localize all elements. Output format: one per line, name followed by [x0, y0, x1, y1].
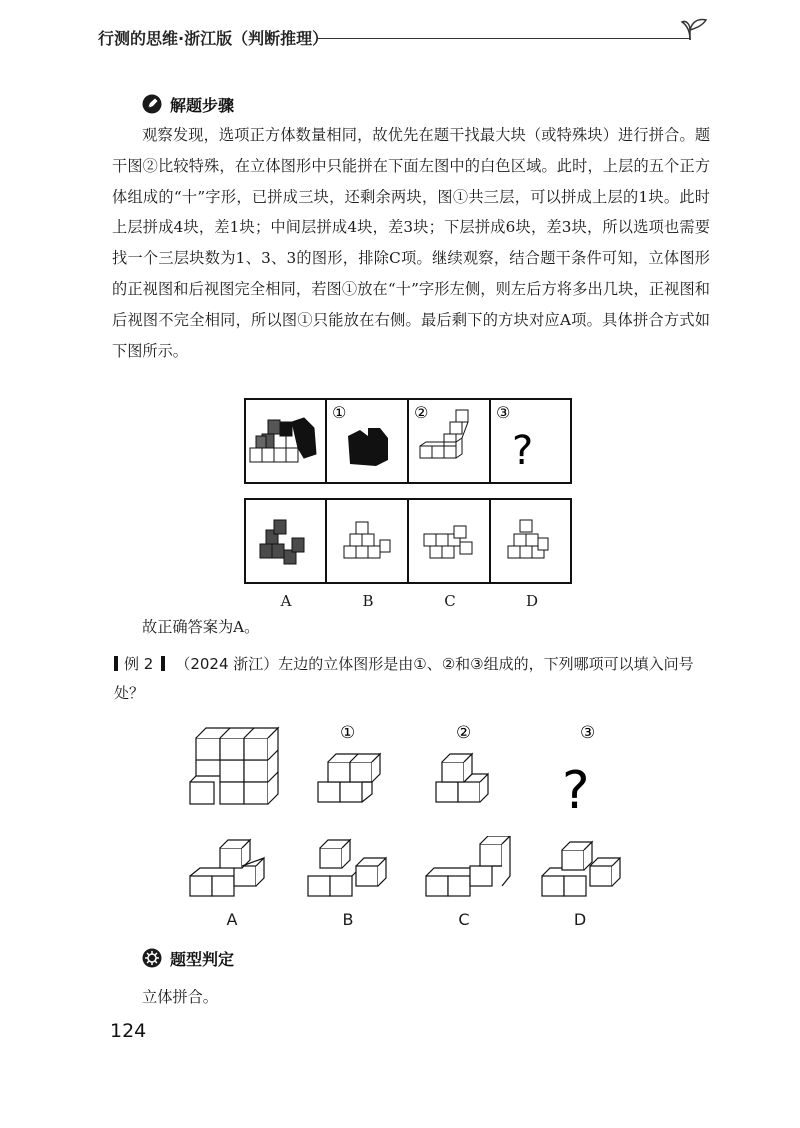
option-label-c: C — [444, 592, 456, 610]
option-label-d: D — [525, 592, 539, 610]
figure-label-1: ① — [332, 403, 347, 422]
answer-text: 故正确答案为A。 — [142, 618, 260, 636]
question-type-text: 立体拼合。 — [142, 988, 218, 1006]
sprout-icon — [676, 14, 710, 42]
solution-paragraph — [112, 120, 710, 366]
figure-label-2: ② — [414, 403, 429, 422]
part-1-solid — [318, 754, 380, 802]
example-composed-solid — [190, 728, 278, 804]
pencil-badge-icon — [142, 94, 162, 114]
solution-steps-heading — [142, 92, 234, 116]
question-type-heading-text: 题型判定 — [170, 949, 235, 969]
option-label-b: B — [362, 592, 374, 610]
header-rule — [318, 38, 690, 39]
gear-badge-icon — [142, 948, 162, 968]
example-2-question — [114, 650, 714, 708]
question-type-content — [142, 982, 542, 1013]
ex2-option-b-solid — [308, 840, 386, 896]
ex2-option-a-solid — [190, 840, 264, 896]
ex2-option-d-solid — [542, 842, 620, 896]
example-2-options-row — [180, 836, 640, 906]
option-label-a: A — [280, 592, 292, 610]
solution-figure-options-row — [244, 498, 572, 584]
part-label-2: ② — [456, 723, 472, 743]
page-header — [0, 0, 800, 60]
example-2-figure-top — [180, 720, 640, 820]
question-type-heading — [142, 946, 234, 970]
answer-line — [112, 612, 710, 643]
ex2-option-c-solid — [426, 836, 510, 896]
ex2-option-label-c: C — [458, 910, 470, 929]
solution-text: 观察发现，选项正方体数量相同，故优先在题干找最大块（或特殊块）进行拼合。题干图②比较特殊，在立体图形中只能拼在下面左图中的白色区域。此时，上层的五个正方体组成的“十”字形，已拼成三块，还剩余两块，图①共三层，可以拼成上层的1块。此时上层拼成4块，差1块；中间层拼成4块，差3块；下层拼成6块，差3块，所以选项也需要找一个三层块数为1、3、3的图形，排除C项。继续观察，结合题干条件可知，立体图形的正视图和后视图完全相同，若图①放在“十”字形左侧，则左后方将多出几块，正视图和后视图不完全相同，所以图①只能放在右侧。最后剩下的方块对应A项。具体拼合方式如下图所示。 — [112, 126, 710, 360]
ex2-option-label-a: A — [226, 910, 238, 929]
ex2-option-label-b: B — [342, 910, 354, 929]
ex2-option-label-d: D — [573, 910, 587, 929]
solution-figure-top-row — [244, 398, 572, 484]
page-number: 124 — [110, 1020, 147, 1042]
part-2-solid — [436, 754, 488, 802]
part-label-3: ③ — [580, 723, 596, 743]
running-title: 行测的思维·浙江版（判断推理） — [98, 29, 329, 48]
piece-1-black — [348, 428, 388, 466]
part-label-1: ① — [340, 723, 356, 743]
example-label: 例 2 — [124, 655, 154, 673]
question-mark: ? — [512, 428, 534, 474]
example-question-mark: ? — [562, 761, 590, 820]
figure-label-3: ③ — [496, 403, 511, 422]
example-question-text: （2024 浙江）左边的立体图形是由①、②和③组成的，下列哪项可以填入问号处？ — [114, 655, 694, 702]
solution-heading-text: 解题步骤 — [170, 95, 235, 115]
label-bar-right — [161, 656, 165, 671]
label-bar-left — [114, 656, 118, 671]
